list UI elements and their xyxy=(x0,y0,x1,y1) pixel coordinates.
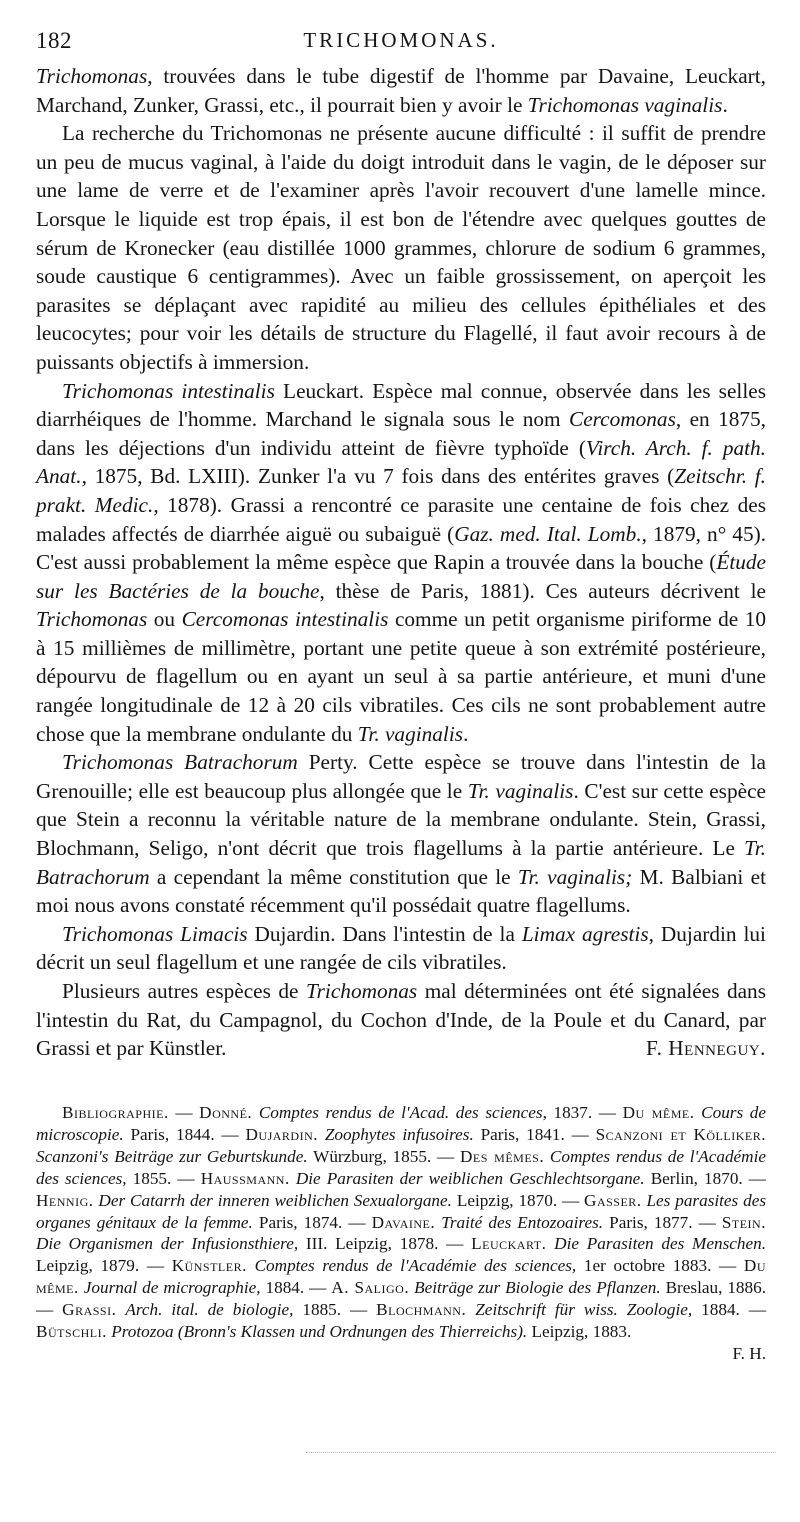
running-title: TRICHOMONAS. xyxy=(303,28,499,52)
bibliography-signature: F. H. xyxy=(732,1343,766,1363)
paragraph-limacis: Trichomonas Limacis Dujardin. Dans l'intestin de la Limax agrestis, Dujardin lui décrit un seul flagellum et une rangée de cils vibratiles. xyxy=(36,921,766,975)
paragraph-recherche: La recherche du Trichomonas ne présente aucune difficulté : il suffit de prendre un peu de mucus vaginal, à l'aide du doigt introduit dans le vagin, de le déposer sur une lame de verre et de l'examiner après l'avoir recouvert d'une lamelle mince. Lorsque le liquide est trop épais, il est bon de l'étendre avec quelques gouttes de sérum de Kronecker (eau distillée 1000 grammes, chlorure de sodium 6 grammes, soude caustique 6 centigrammes). Avec un faible grossissement, on aperçoit les parasites se déplaçant avec rapidité au milieu des cellules épithéliales et des leucocytes; pour voir les détails de structure du Flagellé, il faut avoir recours à de puissants objectifs à immersion. xyxy=(36,121,766,374)
author-signature: F. Henneguy. xyxy=(646,1036,766,1061)
footer-dotted-rule xyxy=(306,1452,776,1453)
bibliography xyxy=(36,1102,766,1365)
paragraph-batrachorum: Trichomonas Batrachorum Perty. Cette espèce se trouve dans l'intestin de la Grenouille; elle est beaucoup plus allongée que le Tr. vaginalis. C'est sur cette espèce que Stein a reconnu la véritable nature de la membrane ondulante. Stein, Grassi, Blochmann, Seligo, n'ont décrit que trois flagellums à la partie antérieure. Le Tr. Batrachorum a cependant la même constitution que le Tr. vaginalis; M. Balbiani et moi nous avons constaté récemment qu'il possédait quatre flagellums. xyxy=(36,750,766,918)
paragraph-intro-continued: Trichomonas, trouvées dans le tube digestif de l'homme par Davaine, Leuckart, Marchand, Zunker, Grassi, etc., il pourrait bien y avoir le Trichomonas vaginalis. xyxy=(36,64,766,117)
bibliography-text: Bibliographie. — Donné. Comptes rendus de l'Acad. des sciences, 1837. — Du même. Cours de microscopie. Paris, 1844. — Dujardin. Zoophytes infusoires. Paris, 1841. — Scanzoni et Kölliker. Scanzoni's Beiträge zur Geburtskunde. Würzburg, 1855. — Des mêmes. Comptes rendus de l'Académie des sciences, 1855. — Haussmann. Die Parasiten der weiblichen Geschlechtsorgane. Berlin, 1870. — Hennig. Der Catarrh der inneren weiblichen Sexualorgane. Leipzig, 1870. — Gasser. Les parasites des organes génitaux de la femme. Paris, 1874. — Davaine. Traité des Entozoaires. Paris, 1877. — Stein. Die Organismen der Infusionsthiere, III. Leipzig, 1878. — Leuckart. Die Parasiten des Menschen. Leipzig, 1879. — Künstler. Comptes rendus de l'Académie des sciences, 1er octobre 1883. — Du même. Journal de micrographie, 1884. — A. Saligo. Beiträge zur Biologie des Pflanzen. Breslau, 1886. — Grassi. Arch. ital. de biologie, 1885. — Blochmann. Zeitschrift für wiss. Zoologie, 1884. — Bütschli. Protozoa (Bronn's Klassen und Ordnungen des Thierreichs). Leipzig, 1883. xyxy=(36,1103,767,1342)
page-header xyxy=(36,28,766,58)
paragraph-autres-especes: Plusieurs autres espèces de Trichomonas mal déterminées ont été signalées dans l'intestin du Rat, du Campagnol, du Cochon d'Inde, de la Poule et du Canard, par Grassi et par Künstler. F. Henneguy. xyxy=(36,977,766,1063)
main-text xyxy=(36,62,766,1063)
paragraph-intestinalis: Trichomonas intestinalis Leuckart. Espèce mal connue, observée dans les selles diarrhéiques de l'homme. Marchand le signala sous le nom Cercomonas, en 1875, dans les déjections d'un individu atteint de fièvre typhoïde (Virch. Arch. f. path. Anat., 1875, Bd. LXIII). Zunker l'a vu 7 fois dans des entérites graves (Zeitschr. f. prakt. Medic., 1878). Grassi a rencontré ce parasite une centaine de fois chez des malades affectés de diarrhée aiguë ou subaiguë (Gaz. med. Ital. Lomb., 1879, n° 45). C'est aussi probablement la même espèce que Rapin a trouvée dans la bouche (Étude sur les Bactéries de la bouche, thèse de Paris, 1881). Ces auteurs décrivent le Trichomonas ou Cercomonas intestinalis comme un petit organisme piriforme de 10 à 15 millièmes de millimètre, portant une petite queue à son extrémité postérieure, dépourvu de flagellum ou en ayant un seul à sa partie antérieure, et muni d'une rangée longitudinale de 12 à 20 cils vibratiles. Ces cils ne sont probablement autre chose que la membrane ondulante du Tr. vaginalis. xyxy=(36,378,767,746)
page-number: 182 xyxy=(36,28,72,53)
